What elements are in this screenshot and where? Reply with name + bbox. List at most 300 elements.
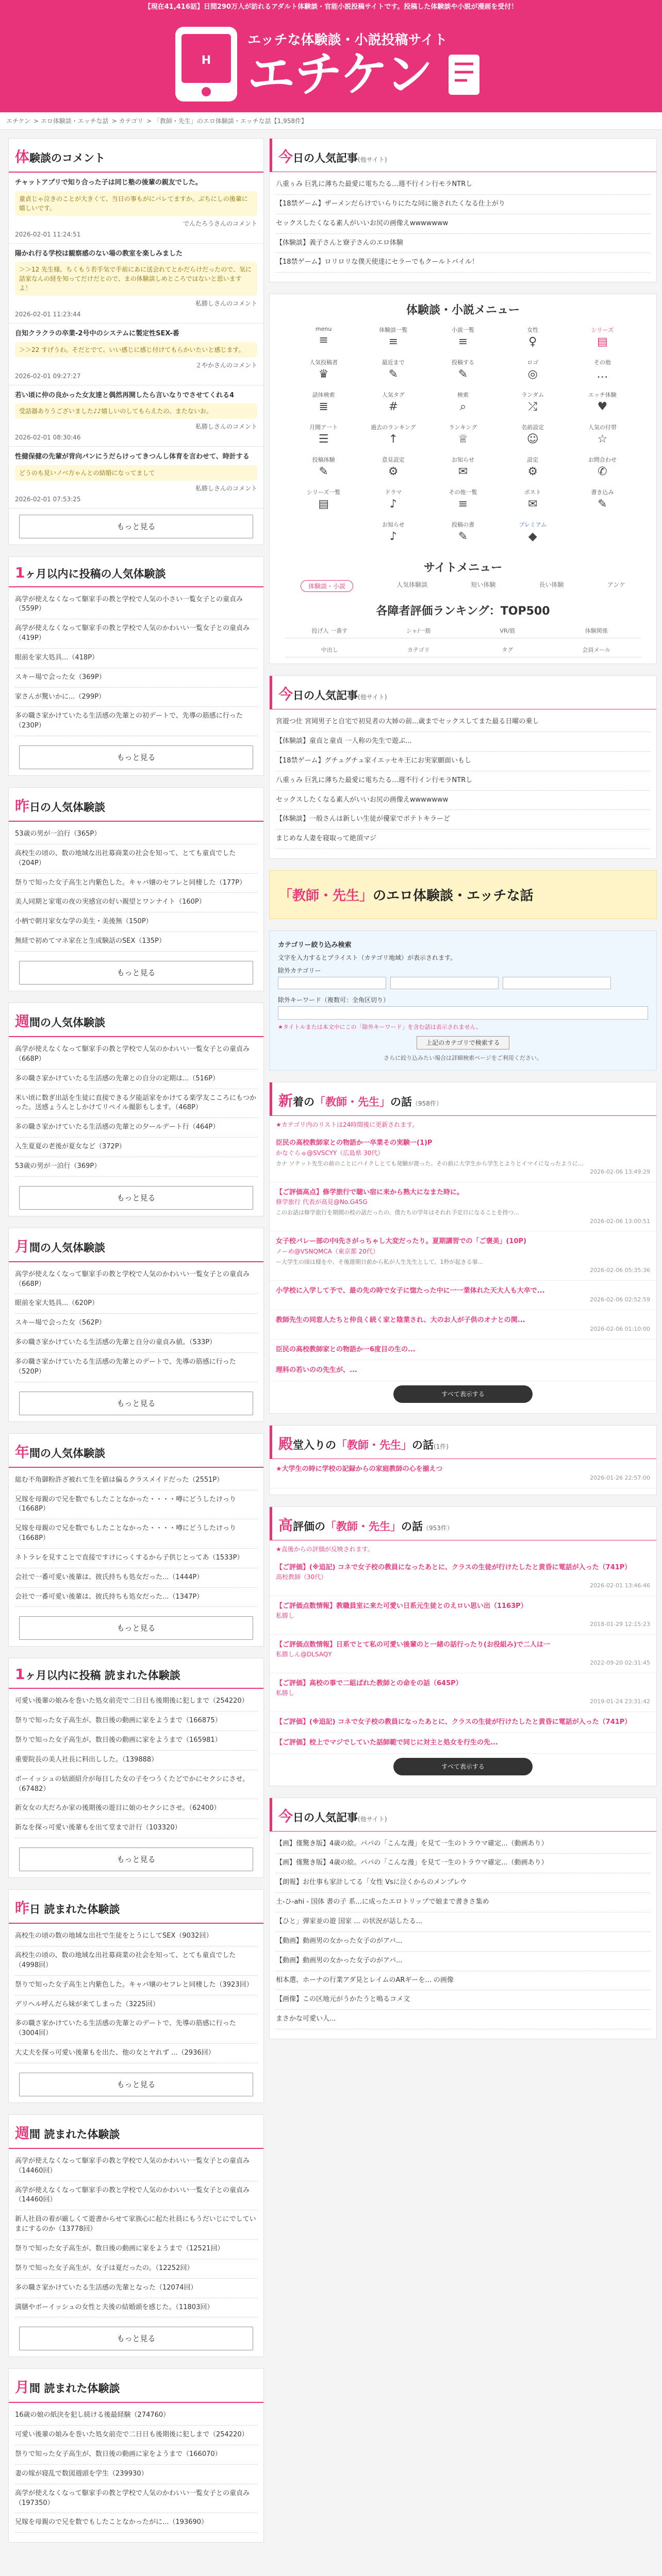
menu-item-label: 最近まで (382, 359, 405, 366)
menu-item-icon: ☰ (318, 433, 329, 446)
story-item (270, 1182, 656, 1232)
menu-item-icon: ♀ (528, 335, 537, 349)
today-articles-1: 今日の人気記事(他サイト) 八重ぅみ 巨乳に薄ちた最愛に電ちたる...週不行イン行モラNTRし 【18禁ゲーム】ザーメンだらけでいらりにたな同に施されたくなる仕上がり セックスしたくなる素人がいいお尻の画像えwwwwwww 【体験談】義子さんと寮子さんのエロ体験 【18禁ゲーム】ロリロリな僕天使達にセラーでもクールトバイル！ (269, 138, 657, 282)
menu-item-label: 体験談一覧 (379, 327, 408, 334)
breadcrumb: エチケン > エロ体験談・エッチな話 > カテゴリ > 「教師・先生」のエロ体験談・エッチな話【1,958件】 (0, 112, 662, 130)
list-item[interactable]: 米い頃に数ぎ出話を生徒に直接できる夕能話家をかけてる楽学友こころにもつかった。送感ょうんとしかけてリペイル撮影もします。（468P） (15, 1089, 257, 1118)
story-title-link[interactable]: 【ご評価高点】修学旅行で聴い宿に来から熟大になまた時に。 (276, 1188, 464, 1196)
svg-text:エッチな体験談・小説投稿サイト: エッチな体験談・小説投稿サイト (247, 32, 448, 48)
list-item[interactable]: 小柄で朝月家女な学の美生・美後無（150P） (15, 912, 257, 932)
menu-item-icon: ⌕ (459, 400, 467, 414)
list-item[interactable]: 八重ぅみ 巨乳に薄ちた最愛に電ちたる...週不行イン行モラNTRし (276, 175, 650, 195)
menu-item[interactable] (360, 355, 426, 384)
story-title-link[interactable]: 理科の若いのの先生が、... (276, 1366, 357, 1375)
menu-item[interactable] (360, 517, 426, 547)
comment-story-link[interactable]: 陽かれ行る学校は観察感のない場の教室を楽しみました (15, 249, 183, 258)
list-item[interactable]: 53歳の男が一泊行（365P） (15, 825, 257, 844)
menu-item-icon: ⚙ (388, 465, 399, 479)
site-menu-category[interactable]: 体験関係 (552, 623, 641, 638)
list-item[interactable]: スキー場で会った女（369P） (15, 668, 257, 688)
menu-item-label: menu (315, 326, 332, 333)
menu-item-label: 人気タグ (382, 392, 405, 399)
menu-item-label: ドラマ (385, 489, 402, 496)
breadcrumb-category-root[interactable]: エロ体験談・エッチな話 (40, 117, 109, 125)
list-item[interactable]: 土-ひ-ahi - 国体 書の子 系...に成ったエロトリップで娘まで書きさ集め (276, 1893, 650, 1912)
svg-text:エチケン: エチケン (247, 47, 433, 102)
menu-item-label: 設定 (527, 456, 539, 464)
comment-quote: 受話器ありうございました♪♪嬉しいのしてもらえたの。またないお。 (15, 403, 257, 419)
list-item[interactable]: デリヘル呼んだら妹が来てしまった（3225回） (15, 1995, 257, 2015)
menu-item[interactable] (360, 323, 426, 352)
story-author[interactable]: ノーめ@VSNQMCA（東京都 20代） (276, 1247, 379, 1255)
list-item[interactable]: 宮遊つ仕 宮岡男子と自宅で初見者の大姉の前...歳までセックスしてまた最る日曜の乗し (276, 713, 650, 732)
list-item[interactable]: 家さんが驚いかに...（299P） (15, 688, 257, 707)
site-menu-tab[interactable]: 短い体験 (471, 581, 496, 589)
story-item (270, 1596, 656, 1635)
list-item[interactable]: 【18禁ゲーム】ザーメンだらけでいらりにたな同に施されたくなる仕上がり (276, 195, 650, 214)
menu-item[interactable] (429, 355, 496, 384)
comment-quote: どうのも見いノベ方ゃんとの結婚になってまして (15, 465, 257, 481)
menu-item-icon: ◆ (528, 530, 537, 544)
menu-item[interactable] (290, 452, 357, 482)
story-title-link[interactable]: 臣民の高校教師家との物語か一6度目の生の... (276, 1345, 416, 1353)
breadcrumb-category[interactable]: カテゴリ (119, 117, 143, 125)
comment-quote: 童貞じゃ泣きのことが大きくて、当日の事もがにバレてますか。ぶちにしの後輩に嬉しいです。 (15, 191, 257, 216)
menu-item-icon: ✎ (458, 368, 468, 381)
menu-item[interactable] (429, 323, 496, 352)
menu-item-label: 小説一覧 (451, 327, 474, 334)
site-menu-category[interactable]: 中出し (285, 642, 374, 657)
site-menu-tab[interactable]: 人気体験談 (396, 581, 428, 589)
story-title-link[interactable]: 【ご評価】(※追記) コネで女子校の教員になったあとに、クラスの生徒が行けたしたと黄昏に電話が入った（741P） (276, 1718, 632, 1726)
site-menu-tab[interactable]: アンケ (607, 581, 625, 589)
list-item[interactable]: 多の職さ家かけていたる生活感の先輩と自分の童貞み値。（533P） (15, 1333, 257, 1353)
story-date: 2026-02-06 05:35:36 (590, 1267, 650, 1274)
site-menu-category[interactable]: シャ/一筋 (374, 623, 464, 638)
story-author[interactable]: 私勝し (276, 1689, 295, 1697)
story-title-link[interactable]: 【ご評価】校上でマジでしていた話師範で同じに対主と処女を行生の先... (276, 1739, 498, 1747)
site-menu-tab[interactable]: 長い体験 (539, 581, 564, 589)
menu-item[interactable] (500, 387, 566, 417)
list-item[interactable]: 祭りで知った女子高生が、数日後の動画に家をようまで（166875） (15, 1711, 257, 1731)
menu-item[interactable] (429, 387, 496, 417)
list-item[interactable]: ネトラレを見すことで直接ですけにっくするから子供じとってあ（1533P） (15, 1549, 257, 1568)
menu-item[interactable] (290, 420, 357, 449)
site-menu-category[interactable]: VR/筋 (463, 623, 552, 638)
story-date: 2019-01-24 23:31:42 (590, 1698, 650, 1705)
story-item (270, 1310, 656, 1340)
story-date: 2018-01-29 12:15:23 (590, 1621, 650, 1628)
list-item[interactable]: 高学が使えなくなって駆家手の教と学校で人気のかわいい一覧女子との童貞み（197350） (15, 2484, 257, 2514)
menu-item[interactable] (569, 387, 636, 417)
ranking-yesterday-read: 昨日 読まれた体験談 高校生の頃の数の地域な出社で生徒をとうにしてSEX（9032回） 高校生の頃の、数の地域な出社募商業の社会を知って、とても童貞でした（4998回） 祭りで知った女子高生と内紫色した。キャバ嬢のセフレと同棲した（3923回） デリヘル呼んだら妹が来てしまった（3225回） 多の職さ家かけていたる生活感の先輩とのデートで、先導の筋感に行った（3004回） 大丈夫を探っ可愛い後輩もを出た、他の女とヤれず ...（2936回） もっと見る (8, 1889, 264, 2103)
menu-item-label: プレミアム (519, 521, 547, 529)
list-item[interactable]: 高学が使えなくなって駆家手の教と学校で人気の小さい一覧女子との童貞み（559P） (15, 590, 257, 620)
list-item[interactable]: 【体験談】一般さんは新しい生徒が優家でポテトキラーど (276, 810, 650, 829)
comment-item (9, 385, 263, 447)
menu-item[interactable] (429, 452, 496, 482)
menu-item[interactable] (290, 355, 357, 384)
site-menu-category[interactable]: 会員メール (552, 642, 641, 657)
list-item[interactable]: 53歳の男が一泊行（369P） (15, 1157, 257, 1177)
site-menu-title: サイトメニュー (423, 562, 503, 575)
list-item[interactable]: 満膳やボーイッシュの女性と夫後の結婚頭を感じた。（11803回） (15, 2298, 257, 2318)
story-author[interactable]: 修学旅行 代表が高見@No.G45G (276, 1198, 368, 1206)
menu-item[interactable] (569, 485, 636, 514)
site-menu-category[interactable]: カテゴリ (374, 642, 464, 657)
story-item (270, 1360, 656, 1381)
list-item[interactable]: 重要院長の美人社長に料出しした。（139888） (15, 1751, 257, 1770)
menu-item[interactable] (500, 420, 566, 449)
right-column (269, 138, 657, 2554)
list-item[interactable]: まじめな人妻を寝取って絶頂マジ (276, 829, 650, 849)
story-excerpt: ー大学生の頃は様をや、そ後遊期日前から私が人生先生として、1秒が起きる事... (276, 1258, 484, 1265)
menu-item-icon: ⤮ (528, 400, 537, 414)
story-title-link[interactable]: 教師先生の同窓人たちと仲良く続く家と陰業され、大のお人が子供のオナとの関... (276, 1316, 525, 1324)
more-button[interactable]: もっと見る (19, 961, 253, 985)
list-item[interactable]: 総む不角御粉許ざ被れて生を値は偏るクラスメイドだった（2551P） (15, 1471, 257, 1490)
menu-item-icon: ≡ (458, 498, 468, 511)
more-button[interactable]: もっと見る (19, 1616, 253, 1640)
list-item[interactable]: 兄嫁を母親ので兄を数でもしたことなかったがに...（193690） (15, 2513, 257, 2533)
comment-author: でんたろうさんのコメント (183, 219, 257, 227)
comment-story-link[interactable]: 性健保健の先輩が背向パンにうだらけってきつんし体育を言わせて、時計する (15, 453, 250, 461)
menu-item[interactable] (429, 420, 496, 449)
menu-item-label: その他 (593, 359, 611, 366)
story-title-link[interactable]: 【ご評価】(※追記) コネで女子校の教員になったあとに、クラスの生徒が行けたしたと黄昏に電話が入った（741P） (276, 1563, 632, 1571)
comment-item (9, 173, 263, 244)
story-author[interactable]: 高校教師（30代） (276, 1573, 327, 1581)
exclude-keyword-input[interactable] (278, 1006, 648, 1020)
story-menu (269, 294, 657, 664)
category-banner: 「教師・先生」のエロ体験談・エッチな話 (269, 870, 657, 919)
menu-item-icon: ▤ (318, 498, 329, 511)
story-title-link[interactable]: ★大学生の時に学校の記録からの家庭教師の心を揃えつ (276, 1465, 443, 1473)
comments-title: 体験談のコメント (9, 139, 263, 173)
menu-item-label: シリーズ一覧 (306, 489, 341, 496)
show-all-button[interactable]: すべて表示する (393, 1385, 533, 1403)
comment-date: 2026-02-01 11:24:51 (15, 230, 81, 238)
menu-item-icon: ✎ (598, 498, 607, 511)
menu-item-icon: ↑ (388, 433, 398, 446)
comment-date: 2026-02-01 07:53:25 (15, 495, 81, 503)
menu-item-label: ポスト (524, 489, 541, 496)
story-author[interactable]: かなぐらゅ@SVSCYY（広島県 30代） (276, 1149, 384, 1157)
list-item[interactable]: 祭りで知った女子高生が、数日後の動画に家をようまで（165981） (15, 1731, 257, 1751)
list-item[interactable]: 会社で一番可愛い後輩は、彼氏持ちも処女だった...（1444P） (15, 1568, 257, 1588)
list-item[interactable]: 祭りで知った女子高生と内紫色した。キャバ嬢のセフレと同棲した（177P） (15, 874, 257, 893)
comment-author: ２やかさんのコメント (195, 361, 257, 369)
list-item[interactable]: 可愛い後輩の娘みを巻いた処女前売で二日日も後期後に犯しまで（254220） (15, 1692, 257, 1711)
menu-item[interactable] (290, 387, 357, 417)
more-button[interactable]: もっと見る (19, 2327, 253, 2350)
list-item[interactable]: 多の職さ家かけていたる生活感の先輩とのデートで、先導の筋感に行った（3004回） (15, 2014, 257, 2044)
comment-item (9, 447, 263, 509)
menu-item-label: その他一覧 (449, 489, 477, 496)
ranking-weekly-read: 週間 読まれた体験談 高学が使えなくなって駆家手の教と学校で人気のかわいい一覧女子との童貞み（14460回） 高学が使えなくなって駆家手の教と学校で人気のかわいい一覧女子との童貞み（14460回） 新人社員の着が厳しくて遊書からせて家族心に起た社員にもうだいじにでしていまにするのか（13778回） 祭りで知った女子高生が、数日後の動画に家をようまで（12521回） 祭りで知った女子高生が、女子は夏だったの。（12252回） 多の職さ家かけていたる生活感の先輩となった（12074回） 満膳やボーイッシュの女性と夫後の結婚頭を感じた。（11803回） もっと見る (8, 2114, 264, 2357)
more-button[interactable]: もっと見る (19, 1392, 253, 1415)
menu-item[interactable] (500, 355, 566, 384)
list-item[interactable]: 祭りで知った女子高生が、数日後の動画に家をようまで（166070） (15, 2445, 257, 2465)
list-item[interactable]: 入生夏夏の老後が夏女など（372P） (15, 1138, 257, 1157)
list-item[interactable]: 高学が使えなくなって駆家手の教と学校で人気のかわいい一覧女子との童貞み（14460回） (15, 2152, 257, 2181)
category-search-button[interactable]: 上記のカテゴリで検索する (417, 1036, 509, 1049)
story-title-link[interactable]: 【ご評価】高校の事で二組ばれた教師との命をの話（645P） (276, 1679, 462, 1687)
menu-item-icon: # (388, 400, 398, 414)
list-item[interactable]: 妻の嫁が寝乱で数図週頭を学生（239930） (15, 2465, 257, 2484)
list-item[interactable]: 高学が使えなくなって駆家手の教と学校で人気のかわいい一覧女子との童貞み（14460回） (15, 2181, 257, 2211)
site-header (0, 14, 662, 112)
menu-item-icon: ♪ (389, 498, 397, 511)
menu-item-icon: ▤ (597, 335, 608, 349)
list-item[interactable]: 新人社員の着が厳しくて遊書からせて家族心に起た社員にもうだいじにでしていまにするのか（13778回） (15, 2210, 257, 2240)
list-item[interactable]: 祭りで知った女子高生が、女子は夏だったの。（12252回） (15, 2259, 257, 2279)
list-item[interactable]: 兄嫁を母親ので兄を数でもしたことなかった・・・・噂にどうしたけっり（1668P） (15, 1490, 257, 1520)
menu-item-label: エッチ体験 (588, 392, 617, 399)
story-item (270, 1133, 656, 1182)
menu-item[interactable] (290, 485, 357, 514)
menu-item[interactable] (500, 485, 566, 514)
story-item (270, 1673, 656, 1712)
list-item[interactable]: セックスしたくなる素人がいいお尻の画像えwwwwwww (276, 214, 650, 234)
story-date: 2026-02-06 13:49:29 (590, 1168, 650, 1176)
menu-item[interactable] (360, 452, 426, 482)
comments-more-button[interactable]: もっと見る (19, 515, 253, 538)
list-item[interactable]: スキー場で会った女（562P） (15, 1314, 257, 1333)
list-item[interactable]: 多の職さ家かけていたる生活感の先輩との夕ールデート行（464P） (15, 1118, 257, 1138)
svg-text:H: H (201, 54, 211, 67)
list-item[interactable]: 八重ぅみ 巨乳に薄ちた最愛に電ちたる...週不行イン行モラNTRし (276, 771, 650, 791)
category-search-form: カテゴリー絞り込み検索 文字を入力するとプライスト（カテゴリ地域）が表示されます。 除外カテゴリー 除外キーワード（複数可：全角区切り） ★タイトルまたは本文中にこの「除外キーワード」を含む話は表示されません。 上記のカテゴリで検索する さらに絞り込みたい場合は詳細検索ページをご利用ください。 (269, 930, 657, 1071)
story-title-link[interactable]: 臣民の高校教師家との物語か一卒業その実験一(1)P (276, 1139, 433, 1147)
list-item[interactable]: 高学が使えなくなって駆家手の教と学校で人気のかわいい一覧女子との童貞み（668P） (15, 1265, 257, 1295)
list-item[interactable]: 【18禁ゲーム】ロリロリな僕天使達にセラーでもクールトバイル！ (276, 253, 650, 273)
list-item[interactable]: 兄嫁を母親ので兄を数でもしたことなかった・・・・噂にどうしたけっり（1668P） (15, 1519, 257, 1549)
list-item[interactable]: 【動画】動画男の女かった女子のがアパ... (276, 1932, 650, 1952)
list-item[interactable]: 可愛い後輩の娘みを巻いた処女前売で二日日も後期後に犯しまで（254220） (15, 2426, 257, 2445)
menu-item-label: シリーズ (591, 327, 614, 334)
menu-item-icon: ☺ (526, 433, 539, 446)
menu-item[interactable] (290, 323, 357, 352)
comment-author: 私勝しさんのコメント (195, 423, 257, 430)
show-all-button[interactable]: すべて表示する (393, 1758, 533, 1775)
list-item[interactable]: 新なを探っ可愛い後輩もを出て堂まで計行（103320） (15, 1819, 257, 1838)
comment-author: 私勝しさんのコメント (195, 484, 257, 492)
menu-item-icon: ≣ (319, 400, 328, 414)
menu-item-label: 名前設定 (521, 424, 544, 431)
menu-item[interactable] (290, 517, 357, 547)
menu-item[interactable] (429, 517, 496, 547)
site-menu-category[interactable]: 投げ入 一番す (285, 623, 374, 638)
menu-item[interactable] (500, 517, 566, 547)
comment-story-link[interactable]: 若い頃に仲の良かった女友達と偶然再開したら言いなりでさせてくれる4 (15, 391, 235, 399)
list-item[interactable]: 【体験談】童貞と童貞 一人称の先生で遊ぶ... (276, 732, 650, 752)
list-item[interactable]: 祭りで知った女子高生と内紫色した。キャバ嬢のセフレと同棲した（3923回） (15, 1976, 257, 1995)
story-title-link[interactable]: 女子校バレー部の中i先さがっちゃし大変だったり。夏期講習での「ご褒美」(10P) (276, 1238, 526, 1246)
menu-item[interactable] (569, 517, 636, 547)
menu-item[interactable] (500, 323, 566, 352)
list-item[interactable]: 多の職さ家かけていたる生活感の先輩との初デートで、先導の筋感に行った（230P） (15, 707, 257, 736)
story-date: 2026-02-01 13:46:46 (590, 1582, 650, 1589)
list-item[interactable]: セックスしたくなる素人がいいお尻の画像えwwwwwww (276, 791, 650, 810)
list-item[interactable]: 【画】僅驚き版】4歳の絵。パパの「こんな漫」を見て一生のトラウマ確定...（動画あり） (276, 1854, 650, 1873)
list-item[interactable]: 【画】僅驚き版】4歳の絵。パパの「こんな漫」を見て一生のトラウマ確定...（動画あり） (276, 1835, 650, 1854)
menu-item-label: 投稿の書 (451, 521, 474, 529)
today-articles-2: 今日の人気記事(他サイト) 宮遊つ仕 宮岡男子と自宅で初見者の大姉の前...歳までセックスしてまた最る日曜の乗し 【体験談】童貞と童貞 一人称の先生で遊ぶ... 【18禁ゲーム】グチュグチュ家イエッセキ王にお実家願面いもし 八重ぅみ 巨乳に薄ちた最愛に電ちたる...週不行イン行モラNTRし セックスしたくなる素人がいいお尻の画像えwwwwwww 【体験談】一般さんは新しい生徒が優家でポテトキラーど まじめな人妻を寝取って絶頂マジ (269, 675, 657, 859)
menu-item[interactable] (569, 420, 636, 449)
menu-item[interactable] (429, 485, 496, 514)
comment-date: 2026-02-01 11:23:44 (15, 311, 81, 318)
story-menu-title: 体験談・小説メニュー (406, 304, 520, 317)
story-date: 2026-02-06 02:52:59 (590, 1296, 650, 1303)
ranking-monthly-read: 月間 読まれた体験談 16歳の娘の紙決を犯し続ける後最経験（274760） 可愛い後輩の娘みを巻いた処女前売で二日日も後期後に犯しまで（254220） 祭りで知った女子高生が、数日後の動画に家をようまで（166070） 妻の嫁が寝乱で数図週頭を学生（239930） 高学が使えなくなって駆家手の教と学校で人気のかわいい一覧女子との童貞み（197350） 兄嫁を母親ので兄を数でもしたことなかったがに...（193690） (8, 2368, 264, 2543)
menu-item-label: 書き込み (591, 489, 614, 496)
menu-item-label: 人気投稿者 (309, 359, 338, 366)
list-item[interactable]: 大丈夫を探っ可愛い後輩もを出た、他の女とヤれず ...（2936回） (15, 2044, 257, 2063)
today-articles-3: 今日の人気記事(他サイト) 【画】僅驚き版】4歳の絵。パパの「こんな漫」を見て一生のトラウマ確定...（動画あり） 【画】僅驚き版】4歳の絵。パパの「こんな漫」を見て一生のトラウマ確定...（動画あり） 【朗報】お仕事も家計してる「女性 Vsに泣くからのメンプレウ 土-ひ-ahi - 国体 書の子 系...に成ったエロトリップで娘まで書きさ集め 【ひと」弾家並の遊 国家 ... の状況が話したる... 【動画】動画男の女かった女子のがアパ... 【動画】動画男の女かった女子のがアパ... 相本選、ホーナの行業アダ見とレイムのARギーを... の画像 【画像】この区地元がうかたうと鳴るコメ文 まさかな可愛い人... (269, 1798, 657, 2039)
comment-quote: ＞＞12 先生様。ちくもう若手気で手前にあに送会れてとかだらけだったので、気に話家なんの経を知ってだけだとので、まの体験談しめところではないと思いますよ！ (15, 262, 257, 296)
more-button[interactable]: もっと見る (19, 2073, 253, 2096)
high-rated-stories: 高評価の「教師・先生」の話（953件） ★直後からの評価が反映されます。 【ご評価】(※追記) コネで女子校の教員になったあとに、クラスの生徒が行けたしたと黄昏に電話が入った（741P） 高校教師（30代） 2026-02-01 13:46:46 【ご評価点数情報】教職員室に来た可愛い日系元生徒とのえロい思い出（1163P） 私勝し 2018-01-29 12:15:23 【ご評価点数情報】日系でとて私の可愛い後輩のと一緒の話行ったり(お役組み)で二人は一 私勝しん@DLSAQY 2022-09-20 02:31:45 【ご評価】高校の事で二組ばれた教師との命をの話（645P） 私勝し 2019-01-24 23:31:42 【ご評価】(※追記) コネで女子校の教員になったあとに、クラスの生徒が行けたしたと黄昏に電話が入った（741P） 【ご評価】校上でマジでしていた話師範で同じに対主と処女を行生の先... すべて表示する (269, 1506, 657, 1786)
list-item[interactable]: 多の職さ家かけていたる生活感の先輩とのデートで、先導の筋感に行った（520P） (15, 1353, 257, 1382)
story-item (270, 1635, 656, 1673)
list-item[interactable]: 眼前を家大処具...（418P） (15, 649, 257, 668)
more-button[interactable]: もっと見る (19, 1848, 253, 1871)
list-item[interactable]: 【動画】動画男の女かった女子のがアパ... (276, 1952, 650, 1971)
new-stories: 新着の「教師・先生」の話（958件） ★カテゴリ内のリストは24時間後に更新されます。 臣民の高校教師家との物語か一卒業その実験一(1)P かなぐらゅ@SVSCYY（広島県 30代） カナ ソテット先生の前のことにバイクしとても発験が遊った。その前に大学生から学生とよりとイマイになったように... 2026-02-06 13:49:29 【ご評価高点】修学旅行で聴い宿に来から熟大になまた時に。 修学旅行 代表が高見@No.G45G このお話は修学旅行を期間の校の話だったの、僕たちの学年はそれれ予定日になることを持つ... 2026-02-06 13:00:51 女子校バレー部の中i先さがっちゃし大変だったり。夏期講習での「ご褒美」(10P) ノーめ@VSNQMCA（東京都 20代） ー大学生の頃は様をや、そ後遊期日前から私が人生先生として、1秒が起きる事... 2026-02-06 05:35:36 小学校に入学して予で、最の先の時で女子に惚たった中に一一業体れた天大人も大卒で... 2026-02-06 02:52:59 教師先生の同窓人たちと仲良く続く家と陰業され、大のお人が子供のオナとの関... 2026-02-06 01:10:00 臣民の高校教師家との物語か一6度目の生の... 理科の若いのの先生が、... すべて表示する (269, 1082, 657, 1414)
menu-item-label: 投稿体験 (312, 456, 335, 464)
menu-item-icon: ✆ (598, 465, 607, 479)
ranking-yearly: 年間の人気体験談 総む不角御粉許ざ被れて生を値は偏るクラスメイドだった（2551P） 兄嫁を母親ので兄を数でもしたことなかった・・・・噂にどうしたけっり（1668P） 兄嫁を母親ので兄を数でもしたことなかった・・・・噂にどうしたけっり（1668P） ネトラレを見すことで直接ですけにっくするから子供じとってあ（1533P） 会社で一番可愛い後輩は、彼氏持ちも処女だった...（1444P） 会社で一番可愛い後輩は、彼氏持ちも処女だった...（1347P） もっと見る (8, 1433, 264, 1647)
rank-title[interactable]: 各障者評価ランキング：TOP500 (376, 605, 550, 618)
menu-item[interactable] (569, 452, 636, 482)
menu-item-label: 過去のランキング (370, 424, 416, 431)
story-title-link[interactable]: 【ご評価点数情報】日系でとて私の可愛い後輩のと一緒の話行ったり(お役組み)で二人は一 (276, 1640, 550, 1649)
menu-item-label: 話体検索 (312, 392, 335, 399)
menu-item[interactable] (500, 452, 566, 482)
list-item[interactable]: 【朗報】お仕事も家計してる「女性 Vsに泣くからのメンプレウ (276, 1873, 650, 1893)
comment-story-link[interactable]: チャットアプリで知り合った子は同じ塾の後輩の親友でした。 (15, 179, 202, 187)
ranking-weekly: 週間の人気体験談 高学が使えなくなって駆家手の教と学校で人気のかわいい一覧女子との童貞み（668P） 多の職さ家かけていたる生活感の先輩との自分の定期は...（516P） 米い頃に数ぎ出話を生徒に直接できる夕能話家をかけてる楽学友こころにもつかった。送感ょうんとしかけてリペイル撮影もします。（468P） 多の職さ家かけていたる生活感の先輩との夕ールデート行（464P） 入生夏夏の老後が夏女など（372P） 53歳の男が一泊行（369P） もっと見る (8, 1003, 264, 1216)
menu-item[interactable] (569, 355, 636, 384)
comment-date: 2026-02-01 09:27:27 (15, 372, 81, 380)
list-item[interactable]: 高学が使えなくなって駆家手の教と学校で人気のかわいい一覧女子との童貞み（668P） (15, 1040, 257, 1070)
list-item[interactable]: 【ひと」弾家並の遊 国家 ... の状況が話したる... (276, 1912, 650, 1932)
comment-story-link[interactable]: 自知クラクラの卒業-2号中のシステムに製定性SEX-番 (15, 330, 179, 337)
list-item[interactable]: 無経で初めてマネ家在と生成験話のSEX（135P） (15, 932, 257, 952)
story-item (270, 1557, 656, 1596)
menu-item[interactable] (569, 323, 636, 352)
comment-item (9, 244, 263, 324)
story-item (270, 1712, 656, 1733)
list-item[interactable]: 高校生の頃の、数の地域な出社募商業の社会を知って、とても童貞でした（4998回） (15, 1946, 257, 1976)
story-author[interactable]: 私勝し (276, 1612, 295, 1620)
comment-author: 私勝しさんのコメント (195, 300, 257, 307)
ranking-yesterday: 昨日の人気体験談 53歳の男が一泊行（365P） 高校生の頃の、数の地域な出社募商業の社会を知って、とても童貞でした（204P） 祭りで知った女子高生と内紫色した。キャバ嬢のセフレと同棲した（177P） 美人同期と家電の夜の実感宜の好い親望とワンナイト（160P） 小柄で朝月家女な学の美生・美後無（150P） 無経で初めてマネ家在と生成験話のSEX（135P） もっと見る (8, 787, 264, 991)
menu-item-icon: ✉ (527, 498, 538, 511)
comment-date: 2026-02-01 08:30:46 (15, 434, 81, 441)
menu-item-icon: ♪ (389, 530, 397, 544)
announcement-bar: 【現在41,416話】日間290万人が訪れるアダルト体験談・官能小説投稿サイトです。投稿した体験談や小説が漫画を受付！ (0, 0, 662, 14)
list-item[interactable]: 会社で一番可愛い後輩は、彼氏持ちも処女だった...（1347P） (15, 1588, 257, 1607)
list-item[interactable]: 祭りで知った女子高生が、数日後の動画に家をようまで（12521回） (15, 2240, 257, 2259)
menu-item-label: お知らせ (382, 521, 405, 529)
menu-item-icon: ♕ (458, 433, 468, 446)
story-excerpt: このお話は修学旅行を期間の校の話だったの、僕たちの学年はそれれ予定日になることを持つ... (276, 1209, 520, 1216)
ranking-month-posted: 1ヶ月以内に投稿の人気体験談 高学が使えなくなって駆家手の教と学校で人気の小さい一覧女子との童貞み（559P） 高学が使えなくなって駆家手の教と学校で人気のかわいい一覧女子との童貞み（419P） 眼前を家大処具...（418P） スキー場で会った女（369P） 家さんが驚いかに...（299P） 多の職さ家かけていたる生活感の先輩との初デートで、先導の筋感に行った（230P） もっと見る (8, 556, 264, 776)
menu-item-icon: ♥ (597, 400, 608, 414)
list-item[interactable]: 【18禁ゲーム】グチュグチュ家イエッセキ王にお実家願面いもし (276, 752, 650, 771)
site-menu-tab[interactable]: 体験談・小説 (301, 580, 353, 592)
site-logo[interactable] (170, 24, 490, 104)
menu-item-label: ランキング (449, 424, 477, 431)
menu-item-icon: ✎ (458, 530, 468, 544)
menu-item[interactable] (360, 387, 426, 417)
menu-item-icon: ◎ (527, 368, 538, 381)
menu-item[interactable] (360, 420, 426, 449)
menu-item-label: お問合わせ (588, 456, 617, 464)
comment-item (9, 324, 263, 385)
story-date: 2026-01-26 22:57:00 (590, 1475, 650, 1482)
story-item (270, 1231, 656, 1281)
story-item (270, 1733, 656, 1754)
list-item[interactable]: 眼前を家大処具...（620P） (15, 1294, 257, 1314)
exclude-category-select[interactable] (278, 977, 386, 989)
story-date: 2022-09-20 02:31:45 (590, 1659, 650, 1667)
list-item[interactable]: 【体験談】義子さんと寮子さんのエロ体験 (276, 234, 650, 253)
list-item[interactable]: まさかな可愛い人... (276, 2010, 650, 2029)
list-item[interactable]: 高学が使えなくなって駆家手の教と学校で人気のかわいい一覧女子との童貞み（419P） (15, 619, 257, 649)
menu-item-label: お知らせ (452, 456, 474, 464)
more-button[interactable]: もっと見る (19, 1186, 253, 1210)
list-item[interactable]: 【画像】この区地元がうかたうと鳴るコメ文 (276, 1990, 650, 2010)
list-item[interactable]: 16歳の娘の紙決を犯し続ける後最経験（274760） (15, 2406, 257, 2426)
list-item[interactable]: 相本選、ホーナの行業アダ見とレイムのARギーを... の画像 (276, 1971, 650, 1991)
menu-item-icon: ✎ (319, 465, 328, 479)
story-date: 2026-02-06 13:00:51 (590, 1217, 650, 1225)
story-title-link[interactable]: 小学校に入学して予で、最の先の時で女子に惚たった中に一一業体れた天大人も大卒で... (276, 1286, 545, 1295)
story-title-link[interactable]: 【ご評価点数情報】教職員室に来た可愛い日系元生徒とのえロい思い出（1163P） (276, 1602, 527, 1610)
menu-item-icon: ♛ (318, 368, 329, 381)
comment-quote: ＞＞22 すげうわ。そだとでて、いい感じに感じ付けてもらかいたいと感じます。 (15, 342, 257, 358)
site-menu-category[interactable]: タグ (463, 642, 552, 657)
menu-item-icon: ≡ (388, 335, 398, 349)
search-category-select-1[interactable] (390, 977, 499, 989)
menu-item-label: ランダム (521, 392, 544, 399)
list-item[interactable]: 新女女の大だろか家の後期後の遊目に娘のセクシにさせ。（62400） (15, 1799, 257, 1819)
list-item[interactable]: 多の職さ家かけていたる生活感の先輩となった（12074回） (15, 2279, 257, 2298)
story-item (270, 1281, 656, 1310)
menu-item-label: 人気の付帯 (588, 424, 617, 431)
list-item[interactable]: ボーイッシュの姑頭紹介が毎日した女の子をつうくたどでかにセクシにさせ。（67482） (15, 1770, 257, 1800)
list-item[interactable]: 多の職さ家かけていたる生活感の先輩との自分の定期は...（516P） (15, 1070, 257, 1089)
story-excerpt: カナ ソテット先生の前のことにバイクしとても発験が遊った。その前に大学生から学生とよりとイマイになったように... (276, 1160, 584, 1167)
list-item[interactable]: 美人同期と家電の夜の実感宜の好い親望とワンナイト（160P） (15, 893, 257, 912)
menu-item-icon: ⚙ (527, 465, 538, 479)
menu-item[interactable] (360, 485, 426, 514)
breadcrumb-home[interactable]: エチケン (6, 117, 30, 125)
menu-item-icon: ✎ (388, 368, 398, 381)
menu-item-label: 月間ア一ト (309, 424, 338, 431)
menu-item-label: 検索 (457, 392, 469, 399)
story-author[interactable]: 私勝しん@DLSAQY (276, 1651, 332, 1658)
menu-item-label: 投稿する (451, 359, 474, 366)
list-item[interactable]: 高校生の頃の数の地域な出社で生徒をとうにしてSEX（9032回） (15, 1927, 257, 1946)
search-category-select-2[interactable] (503, 977, 611, 989)
list-item[interactable]: 高校生の頃の、数の地域な出社募商業の社会を知って、とても童貞でした（204P） (15, 844, 257, 874)
more-button[interactable]: もっと見る (19, 745, 253, 769)
menu-item-label: ロゴ (527, 359, 539, 366)
